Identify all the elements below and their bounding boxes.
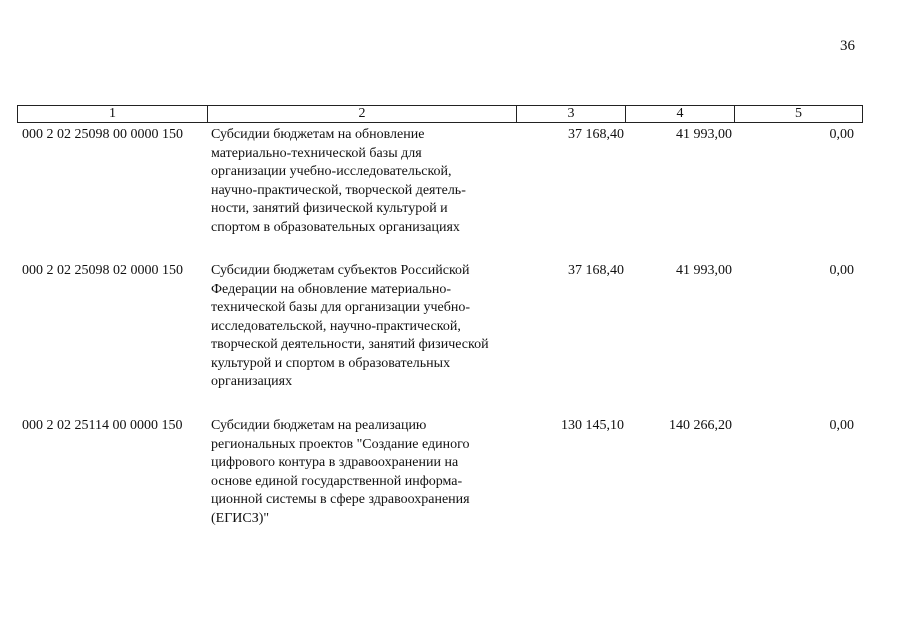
description-line: материально-технической базы для (211, 145, 422, 161)
row-code: 000 2 02 25098 00 0000 150 (22, 127, 183, 142)
row-value-col4: 140 266,20 (669, 418, 732, 433)
row-value-col4: 41 993,00 (676, 263, 732, 278)
description-line: региональных проектов "Создание единого (211, 436, 470, 452)
description-line: Субсидии бюджетам субъектов Российской (211, 263, 470, 278)
row-value-col5: 0,00 (829, 263, 854, 278)
row-value-col3: 130 145,10 (561, 418, 624, 433)
row-code: 000 2 02 25114 00 0000 150 (22, 418, 183, 433)
header-col-3: 3 (516, 105, 626, 123)
header-col-2: 2 (207, 105, 517, 123)
description-line: Субсидии бюджетам на обновление (211, 127, 425, 142)
header-col-5: 5 (734, 105, 863, 123)
description-line: технической базы для организации учебно- (211, 300, 471, 315)
description-line: спортом в образовательных организациях (211, 219, 460, 235)
row-value-col3: 37 168,40 (568, 127, 624, 142)
description-line: ционной системы в сфере здравоохранения (211, 492, 470, 507)
description-line: организациях (211, 374, 293, 389)
row-description (211, 262, 515, 392)
description-line: цифрового контура в здравоохранении на (211, 455, 459, 470)
description-line: исследовательской, научно-практической, (211, 318, 461, 334)
description-line: основе единой государственной информа- (211, 473, 463, 489)
description-line: организации учебно-исследовательской, (211, 164, 452, 179)
description-line: ности, занятий физической культурой и (211, 201, 448, 216)
row-code: 000 2 02 25098 02 0000 150 (22, 263, 183, 278)
description-line: культурой и спортом в образовательных (211, 355, 451, 371)
description-line: творческой деятельности, занятий физической (211, 337, 489, 352)
row-description (211, 417, 515, 528)
description-line: Федерации на обновление материально- (211, 281, 452, 297)
row-value-col5: 0,00 (829, 418, 854, 433)
page-number: 36 (840, 38, 855, 54)
description-line: Субсидии бюджетам на реализацию (211, 418, 427, 433)
description-line: научно-практической, творческой деятель- (211, 182, 466, 198)
row-value-col3: 37 168,40 (568, 263, 624, 278)
row-value-col5: 0,00 (829, 127, 854, 142)
row-description (211, 126, 515, 237)
description-line: (ЕГИСЗ)" (211, 510, 270, 526)
header-col-4: 4 (625, 105, 735, 123)
row-value-col4: 41 993,00 (676, 127, 732, 142)
header-col-1: 1 (17, 105, 208, 123)
